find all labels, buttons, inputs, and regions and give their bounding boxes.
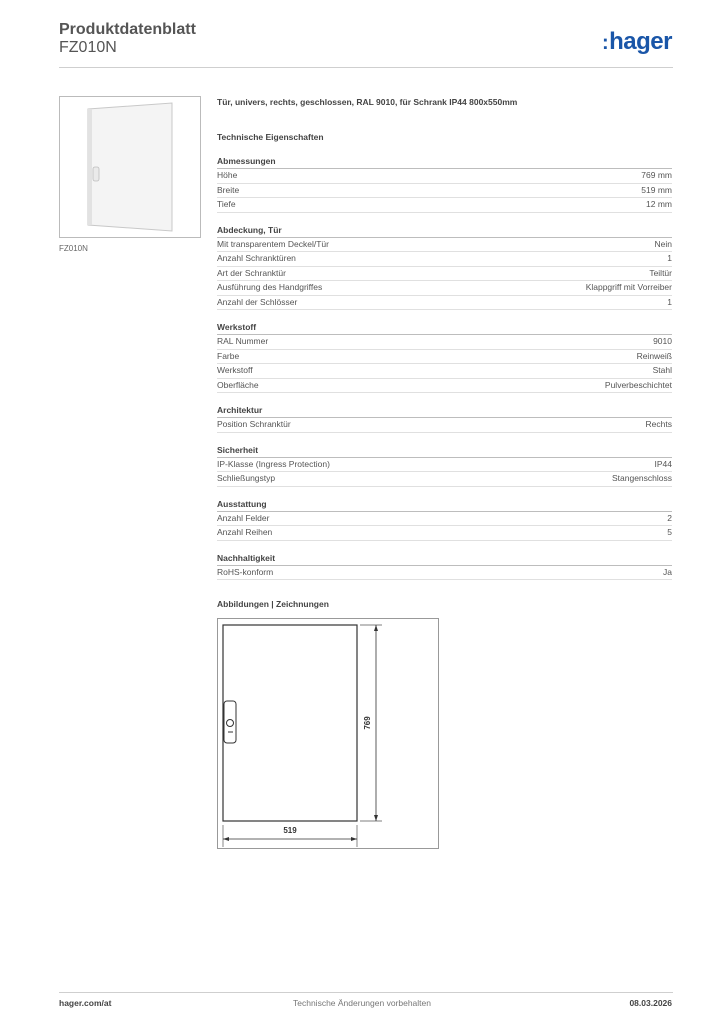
spec-value: 2 [667,512,672,523]
spec-value: Teiltür [649,267,672,278]
spec-sections [217,155,672,580]
width-dimension-label: 519 [283,826,297,835]
technical-drawing [217,618,439,849]
spec-row [217,335,672,350]
header-divider [59,67,673,68]
spec-row [217,350,672,365]
spec-label: IP-Klasse (Ingress Protection) [217,458,330,469]
section-heading: Abdeckung, Tür [217,224,672,238]
section-heading: Ausstattung [217,498,672,512]
spec-value: 1 [667,296,672,307]
door-outline [223,625,357,821]
spec-column [217,95,672,580]
footer-note: Technische Änderungen vorbehalten [293,998,431,1008]
spec-row [217,379,672,394]
spec-row [217,526,672,541]
spec-section [217,155,672,213]
spec-label: Anzahl der Schlösser [217,296,298,307]
spec-value: 769 mm [641,170,672,180]
spec-label: Anzahl Reihen [217,527,273,537]
spec-value: Reinweiß [636,350,672,361]
spec-row [217,296,672,311]
drawing-heading: Abbildungen | Zeichnungen [217,599,329,609]
spec-label: Tiefe [217,199,236,209]
tech-heading: Technische Eigenschaften [217,132,324,142]
spec-row [217,267,672,282]
height-dimension-label: 769 [363,716,372,730]
footer-website-link[interactable]: hager.com/at [59,998,112,1008]
spec-value: Klappgriff mit Vorreiber [585,282,672,292]
spec-section [217,404,672,433]
spec-value: 1 [667,253,672,263]
spec-label: Art der Schranktür [217,267,286,278]
spec-label: Anzahl Schranktüren [217,253,296,263]
spec-row [217,458,672,473]
spec-section [217,444,672,487]
hager-logo [602,28,672,56]
spec-label: Breite [217,184,240,195]
spec-value: 9010 [653,336,672,346]
spec-value: Pulverbeschichtet [604,379,672,390]
logo-dots-icon: : [601,32,609,54]
product-code: FZ010N [59,39,117,56]
spec-label: Position Schranktür [217,419,291,429]
door-thumbnail-image [60,97,200,237]
spec-label: Oberfläche [217,379,259,390]
spec-row [217,252,672,267]
section-heading: Nachhaltigkeit [217,552,672,566]
spec-label: Mit transparentem Deckel/Tür [217,238,329,249]
spec-label: Schließungstyp [217,473,276,483]
section-heading: Abmessungen [217,155,672,169]
spec-row [217,238,672,253]
spec-value: 12 mm [646,199,672,209]
spec-row [217,281,672,296]
footer-divider [59,992,673,993]
spec-label: Farbe [217,350,240,361]
spec-value: Ja [663,566,672,577]
door-drawing [218,619,440,850]
spec-value: IP44 [654,458,672,469]
spec-value: Nein [654,238,672,249]
spec-section [217,552,672,581]
spec-value: 5 [667,527,672,537]
logo-text: hager [609,28,672,55]
spec-section [217,498,672,541]
spec-section [217,321,672,393]
spec-value: Rechts [645,419,672,429]
spec-section [217,224,672,311]
spec-value: Stahl [652,365,672,375]
spec-label: Ausführung des Handgriffes [217,282,323,292]
spec-label: Anzahl Felder [217,512,270,523]
spec-row [217,184,672,199]
spec-label: Werkstoff [217,365,253,375]
product-description: Tür, univers, rechts, geschlossen, RAL 9010, für Schrank IP44 800x550mm [217,97,518,107]
spec-row [217,364,672,379]
product-thumbnail [59,96,201,238]
section-heading: Sicherheit [217,444,672,458]
spec-label: RAL Nummer [217,336,269,346]
spec-value: 519 mm [641,184,672,195]
spec-value: Stangenschloss [611,473,672,483]
thumbnail-caption: FZ010N [59,244,88,253]
spec-row [217,169,672,184]
spec-row [217,512,672,527]
page-title: Produktdatenblatt [59,21,196,38]
spec-row [217,418,672,433]
footer-date: 08.03.2026 [629,998,672,1008]
spec-label: Höhe [217,170,238,180]
section-heading: Werkstoff [217,321,672,335]
spec-label: RoHS-konform [217,566,274,577]
spec-row [217,566,672,581]
spec-row [217,472,672,487]
section-heading: Architektur [217,404,672,418]
spec-row [217,198,672,213]
